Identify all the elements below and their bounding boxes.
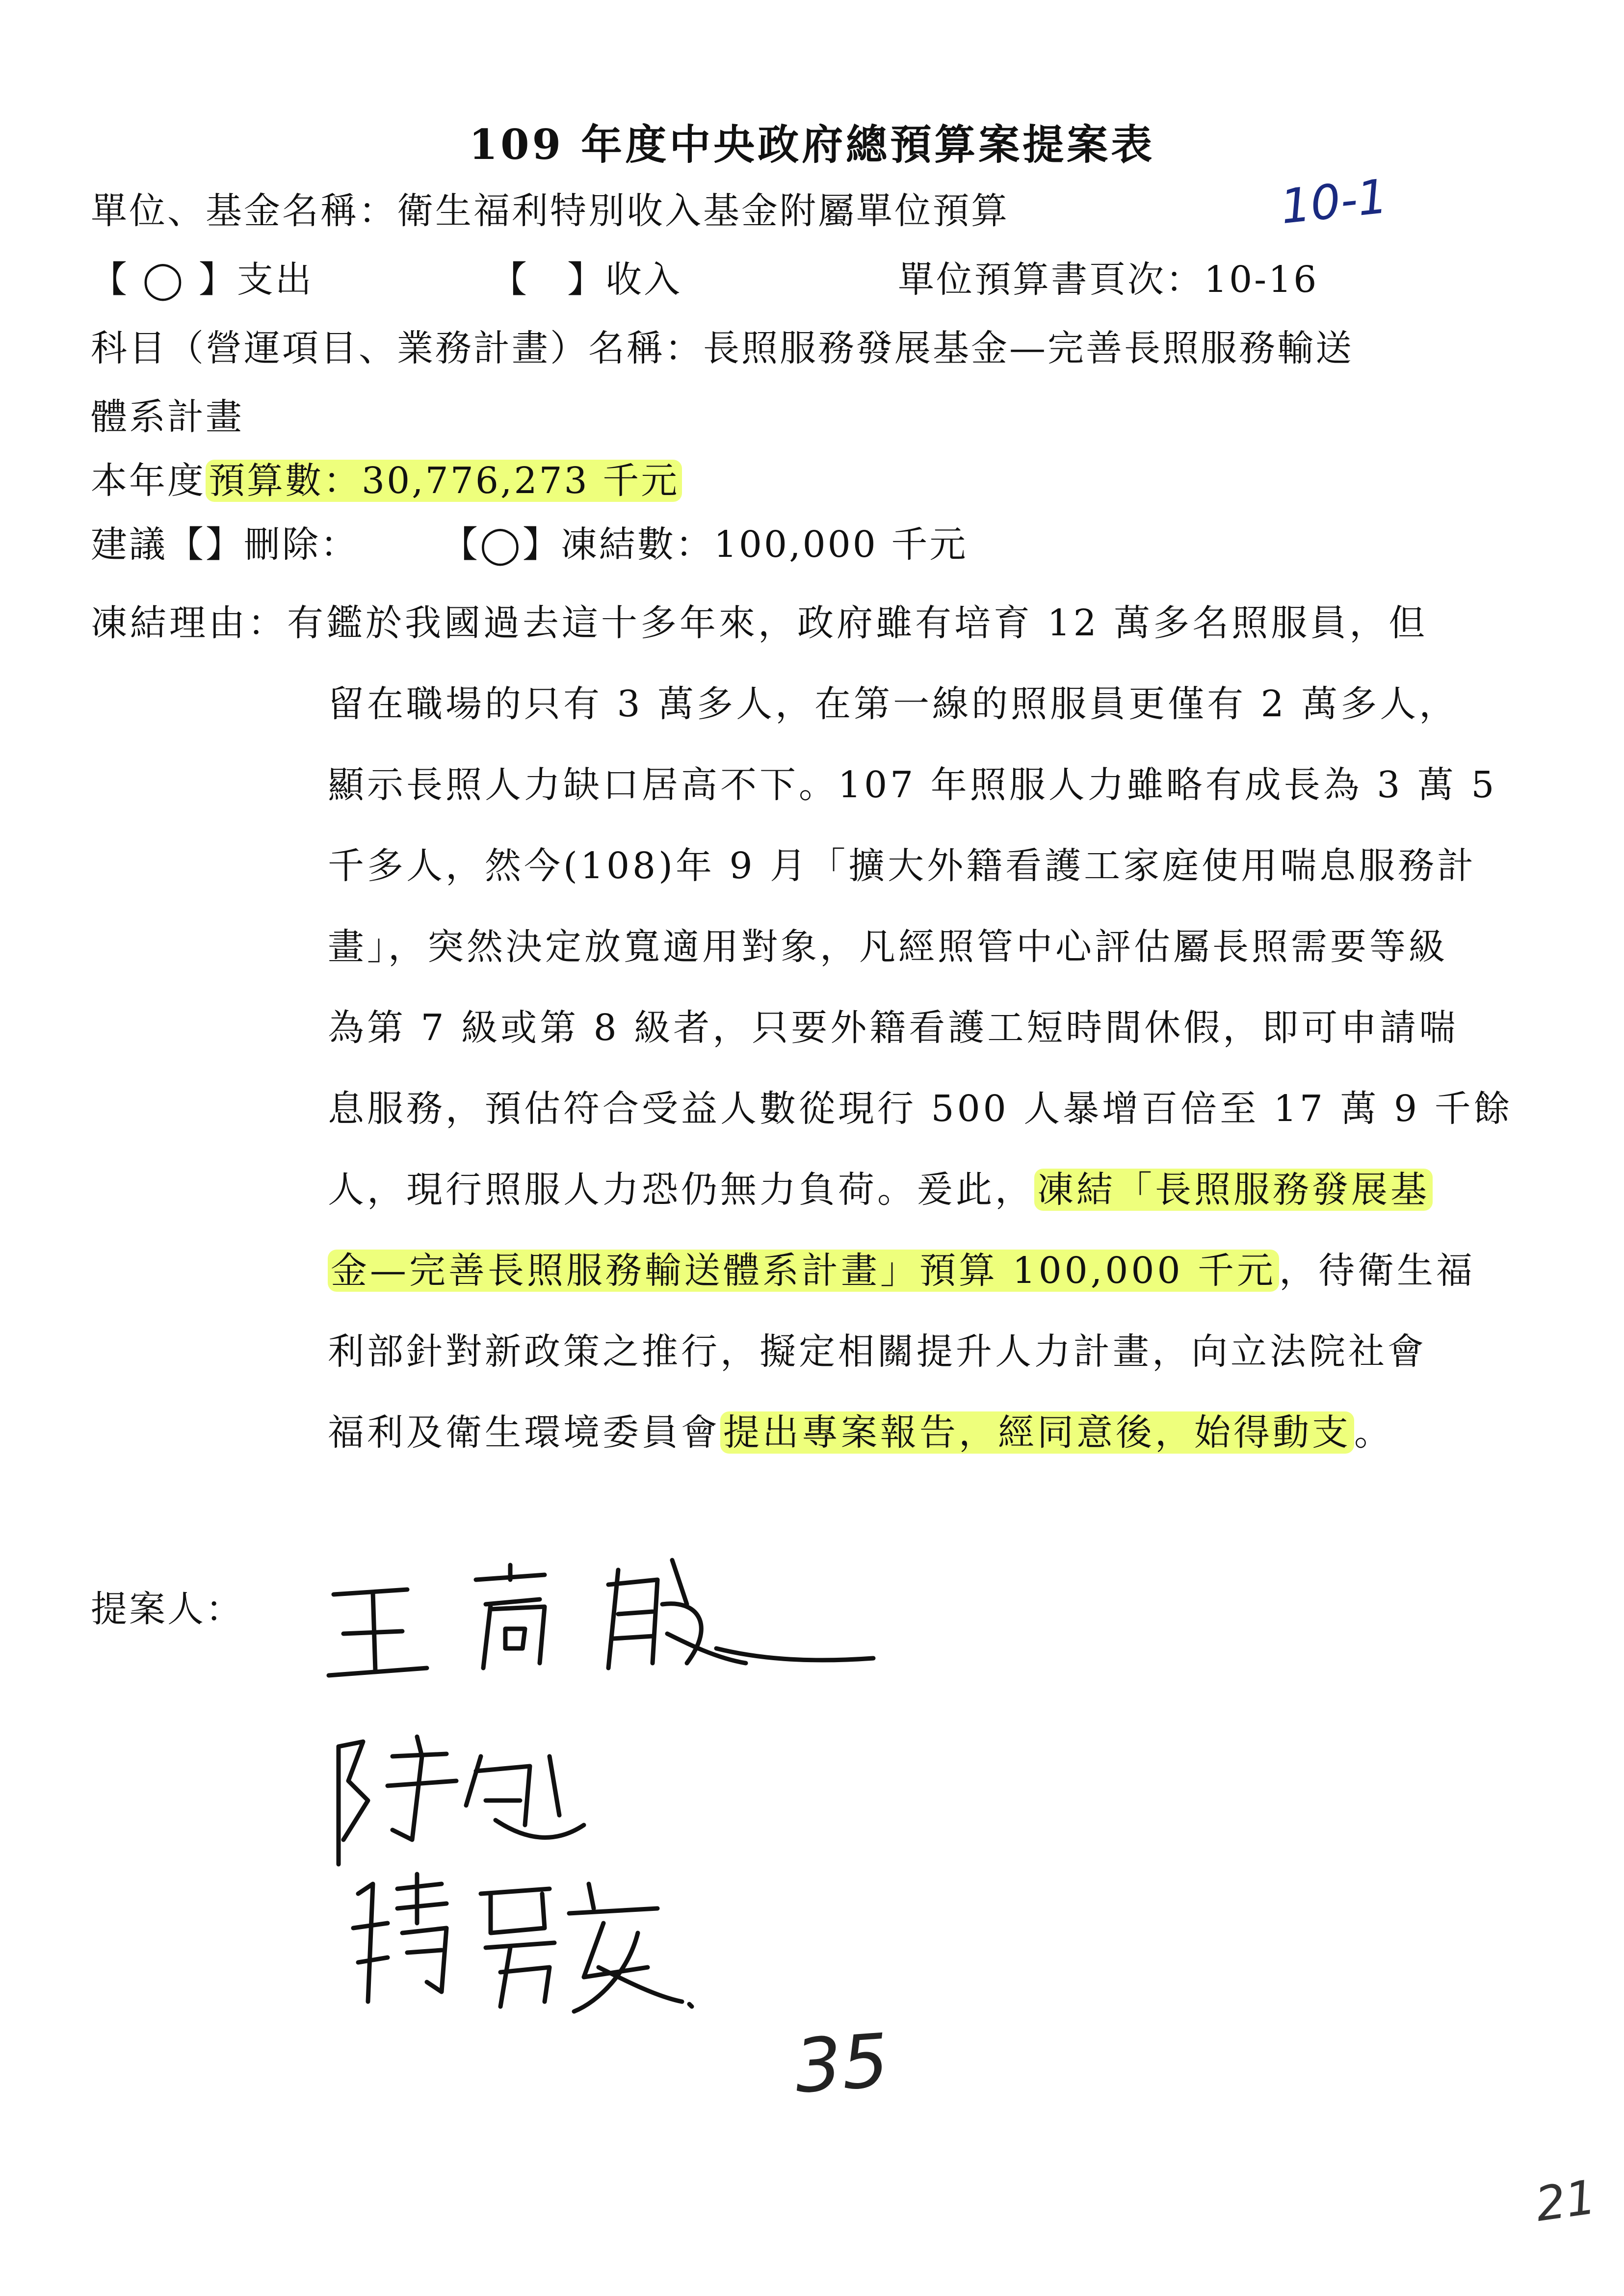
page-ref-value: 10-16 bbox=[1204, 259, 1319, 301]
reason-highlight-1: 凍結「長照服務發展基 bbox=[1034, 1169, 1433, 1211]
reason-line-11a: 福利及衛生環境委員會 bbox=[328, 1411, 720, 1454]
reason-line-8 bbox=[328, 1165, 1433, 1214]
document-title: 109 年度中央政府總預算案提案表 bbox=[469, 120, 1155, 169]
page-ref-row bbox=[898, 255, 1318, 304]
reason-line-9 bbox=[328, 1246, 1475, 1295]
budget-label: 預算數： bbox=[209, 460, 362, 502]
reason-line-11c: 。 bbox=[1354, 1411, 1393, 1454]
budget-row bbox=[91, 456, 682, 505]
reason-line-9b: ，待衛生福 bbox=[1279, 1250, 1476, 1292]
signature-3 bbox=[343, 1864, 697, 2026]
subject-value-cont: 體系計畫 bbox=[91, 396, 244, 438]
corner-number: 21 bbox=[1532, 2169, 1599, 2232]
subject-row bbox=[91, 324, 1354, 373]
unit-label: 單位、基金名稱： bbox=[91, 190, 397, 232]
budget-value: 30,776,273 千元 bbox=[362, 460, 680, 502]
delete-checkbox: 【】刪除： bbox=[167, 523, 359, 566]
unit-value: 衛生福利特別收入基金附屬單位預算 bbox=[397, 190, 1009, 232]
reason-line-10: 利部針對新政策之推行，擬定相關提升人力計畫，向立法院社會 bbox=[328, 1331, 1427, 1373]
reason-line-11 bbox=[328, 1408, 1393, 1457]
suggest-row bbox=[91, 520, 359, 569]
income-checkbox: 【 】收入 bbox=[491, 259, 682, 301]
reason-line-8a: 人，現行照服人力恐仍無力負荷。爰此， bbox=[328, 1169, 1034, 1211]
reason-line-1: 有鑑於我國過去這十多年來，政府雖有培育 12 萬多名照服員，但 bbox=[287, 602, 1428, 644]
signature-2 bbox=[319, 1727, 613, 1874]
reason-line-4: 千多人，然今(108)年 9 月「擴大外籍看護工家庭使用喘息服務計 bbox=[328, 845, 1477, 887]
reason-highlight-3: 提出專案報告，經同意後，始得動支 bbox=[720, 1411, 1354, 1454]
budget-prefix: 本年度 bbox=[91, 460, 206, 502]
reason-line-7: 息服務，預估符合受益人數從現行 500 人暴增百倍至 17 萬 9 千餘 bbox=[328, 1088, 1513, 1130]
reason-line-5: 畫」，突然決定放寬適用對象，凡經照管中心評估屬長照需要等級 bbox=[328, 926, 1448, 968]
freeze-value: 100,000 千元 bbox=[713, 523, 968, 566]
proposer-label: 提案人： bbox=[91, 1588, 244, 1630]
unit-row bbox=[91, 186, 1009, 235]
expense-checkbox: 【 ◯ 】支出 bbox=[91, 259, 314, 301]
freeze-checkbox: 【◯】凍結數： bbox=[442, 523, 714, 566]
budget-highlight bbox=[206, 460, 682, 502]
reason-line-2: 留在職場的只有 3 萬多人，在第一線的照服員更僅有 2 萬多人， bbox=[328, 683, 1459, 725]
suggest-label: 建議 bbox=[91, 523, 167, 566]
page-ref-label: 單位預算書頁次： bbox=[898, 259, 1204, 301]
reason-label: 凍結理由： bbox=[91, 602, 287, 644]
subject-label: 科目（營運項目、業務計畫）名稱： bbox=[91, 327, 703, 369]
page-number: 35 bbox=[792, 2018, 891, 2110]
reason-highlight-2: 金—完善長照服務輸送體系計畫」預算 100,000 千元 bbox=[328, 1250, 1279, 1292]
reason-line-3: 顯示長照人力缺口居高不下。107 年照服人力雖略有成長為 3 萬 5 bbox=[328, 764, 1497, 806]
handwritten-mark: 10-1 bbox=[1278, 168, 1390, 235]
reason-line-6: 為第 7 級或第 8 級者，只要外籍看護工短時間休假，即可申請喘 bbox=[328, 1007, 1459, 1049]
reason-first-line bbox=[91, 599, 1428, 648]
freeze-row bbox=[442, 520, 968, 569]
subject-value: 長照服務發展基金—完善長照服務輸送 bbox=[703, 327, 1354, 369]
signature-1 bbox=[314, 1550, 893, 1697]
